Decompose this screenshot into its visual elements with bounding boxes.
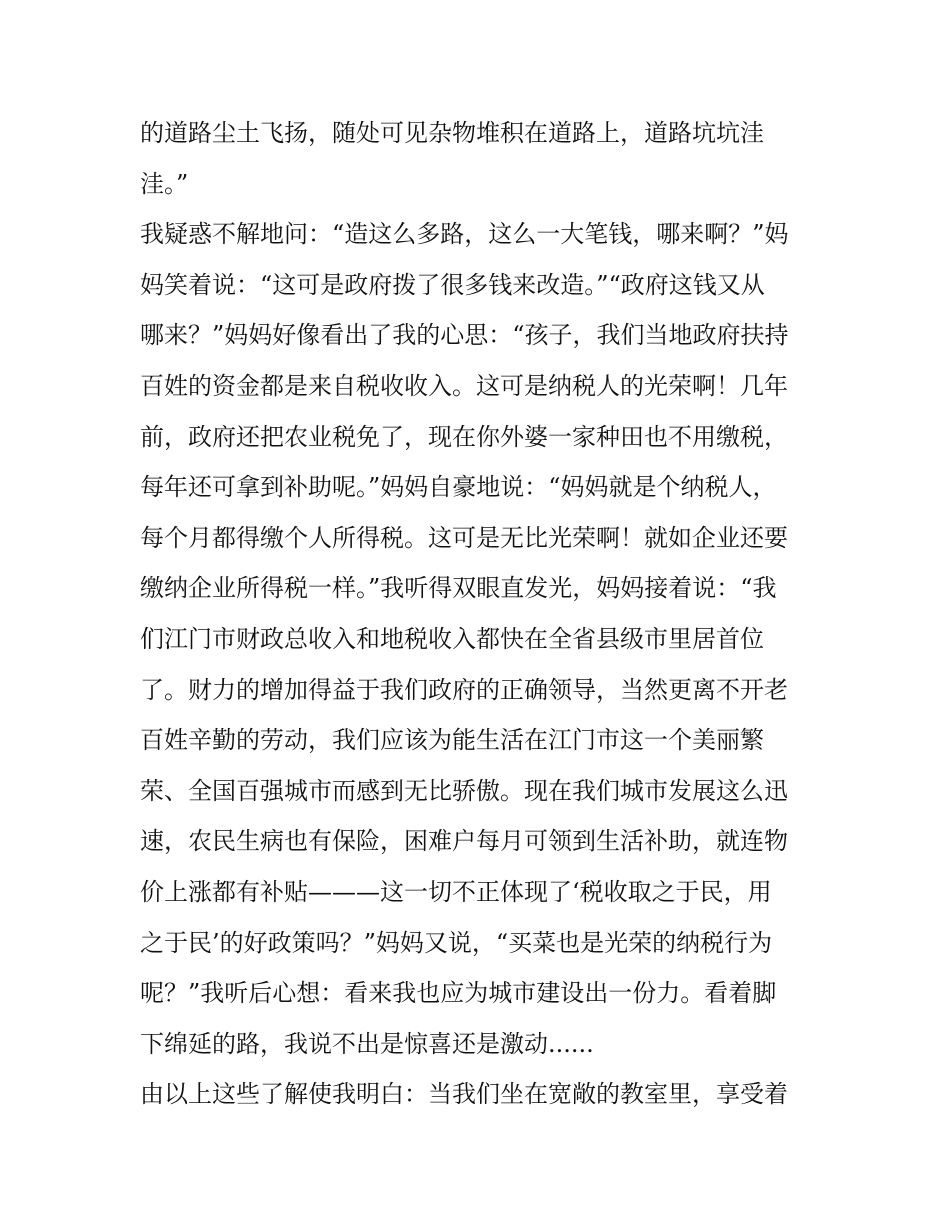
text-line: 百姓辛勤的劳动，我们应该为能生活在江门市这一个美丽繁: [140, 726, 764, 755]
text-line: 每年还可拿到补助呢。”妈妈自豪地说：“妈妈就是个纳税人，: [140, 473, 777, 502]
text-line: 妈笑着说：“这可是政府拨了很多钱来改造。”“政府这钱又从: [140, 270, 765, 299]
text-line: 前，政府还把农业税免了，现在你外婆一家种田也不用缴税，: [140, 422, 788, 451]
text-line: 的道路尘土飞扬，随处可见杂物堆积在道路上，道路坑坑洼: [140, 119, 764, 147]
text-line: 呢？”我听后心想：看来我也应为城市建设出一份力。看着脚: [140, 979, 777, 1008]
text-line: 了。财力的增加得益于我们政府的正确领导，当然更离不开老: [140, 675, 788, 704]
text-line: 速，农民生病也有保险，困难户每月可领到生活补助，就连物: [140, 827, 788, 856]
text-line: 荣、全国百强城市而感到无比骄傲。现在我们城市发展这么迅: [140, 776, 788, 805]
text-line: 缴纳企业所得税一样。”我听得双眼直发光，妈妈接着说：“我: [140, 574, 777, 603]
essay-body: [140, 108, 820, 1120]
text-line: 百姓的资金都是来自税收收入。这可是纳税人的光荣啊！几年: [140, 371, 788, 400]
text-line: 哪来？”妈妈好像看出了我的心思：“孩子，我们当地政府扶持: [140, 321, 789, 350]
text-line: 洼。”: [140, 169, 189, 198]
text-line: 下绵延的路，我说不出是惊喜还是激动......: [140, 1029, 594, 1058]
text-line: 之于民’的好政策吗？”妈妈又说，“买菜也是光荣的纳税行为: [140, 928, 773, 957]
text-line: 每个月都得缴个人所得税。这可是无比光荣啊！就如企业还要: [140, 523, 788, 552]
text-line: 们江门市财政总收入和地税收入都快在全省县级市里居首位: [140, 624, 764, 653]
text-line: 由以上这些了解使我明白：当我们坐在宽敞的教室里，享受着: [140, 1080, 788, 1109]
text-line: 我疑惑不解地问：“造这么多路，这么一大笔钱，哪来啊？”妈: [140, 220, 789, 249]
text-line: 价上涨都有补贴———这一切不正体现了‘税收取之于民，用: [140, 877, 772, 906]
